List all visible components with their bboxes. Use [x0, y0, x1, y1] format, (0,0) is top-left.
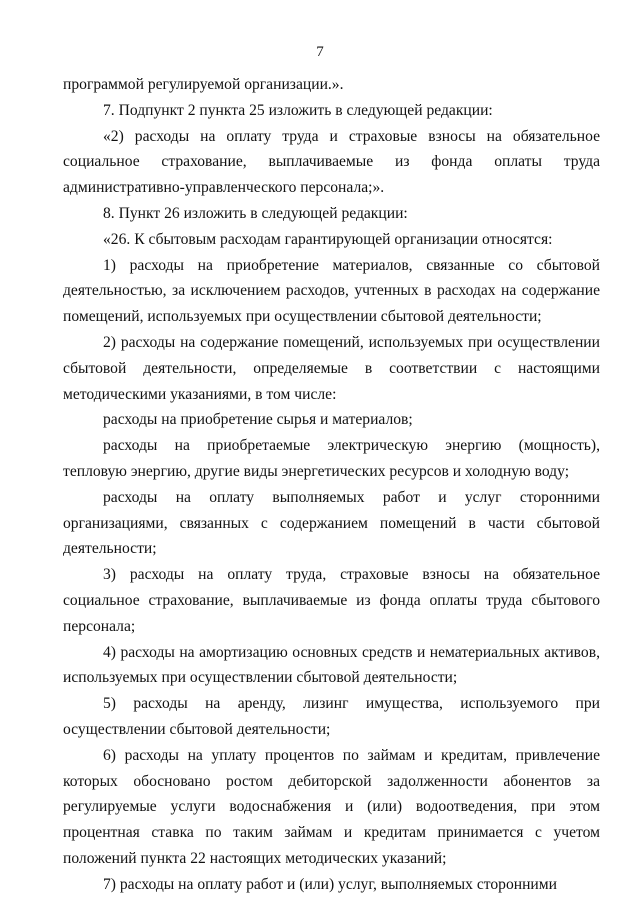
paragraph-raw-materials: расходы на приобретение сырья и материалов;: [103, 411, 413, 429]
paragraph-quote-subitem-2: «2) расходы на оплату труда и страховые взносы на обязательное социальное страхование, выплачиваемые из фонда оплаты труда административно-управленческого персонала;».: [63, 127, 600, 197]
paragraph-subitem-4: 4) расходы на амортизацию основных средств и нематериальных активов, используемых при осуществлении сбытовой деятельности;: [63, 643, 600, 687]
paragraph-subitem-6: 6) расходы на уплату процентов по займам и кредитам, привлечение которых обосновано ростом дебиторской задолженности абонентов за регулируемые услуги водоснабжения и (или) водоотведения, при этом процентная ставка по таким займам и кредитам принимается с учетом положений пункта 22 настоящих методических указаний;: [63, 746, 600, 867]
paragraph-item-7: 7. Подпункт 2 пункта 25 изложить в следующей редакции:: [103, 101, 493, 119]
document-body: [63, 72, 600, 898]
paragraph-third-party-services: расходы на оплату выполняемых работ и услуг сторонними организациями, связанных с содержанием помещений в части сбытовой деятельности;: [63, 488, 600, 558]
paragraph-continuation: программой регулируемой организации.».: [63, 76, 344, 93]
page-number: 7: [316, 44, 324, 60]
paragraph-item-8: 8. Пункт 26 изложить в следующей редакции:: [103, 204, 408, 222]
paragraph-subitem-2: 2) расходы на содержание помещений, используемых при осуществлении сбытовой деятельности, определяемые в соответствии с настоящими методическими указаниями, в том числе:: [63, 333, 600, 403]
paragraph-subitem-7: 7) расходы на оплату работ и (или) услуг, выполняемых сторонними: [103, 875, 557, 893]
paragraph-quote-item-26: «26. К сбытовым расходам гарантирующей организации относятся:: [103, 230, 553, 248]
paragraph-subitem-3: 3) расходы на оплату труда, страховые взносы на обязательное социальное страхование, выплачиваемые из фонда оплаты труда сбытового персонала;: [63, 566, 600, 635]
paragraph-energy: расходы на приобретаемые электрическую энергию (мощность), тепловую энергию, другие виды энергетических ресурсов и холодную воду;: [63, 437, 600, 480]
paragraph-subitem-1: 1) расходы на приобретение материалов, связанные со сбытовой деятельностью, за исключением расходов, учтенных в расходах на содержание помещений, используемых при осуществлении сбытовой деятельности;: [63, 256, 600, 326]
paragraph-subitem-5: 5) расходы на аренду, лизинг имущества, используемого при осуществлении сбытовой деятельности;: [63, 695, 600, 738]
